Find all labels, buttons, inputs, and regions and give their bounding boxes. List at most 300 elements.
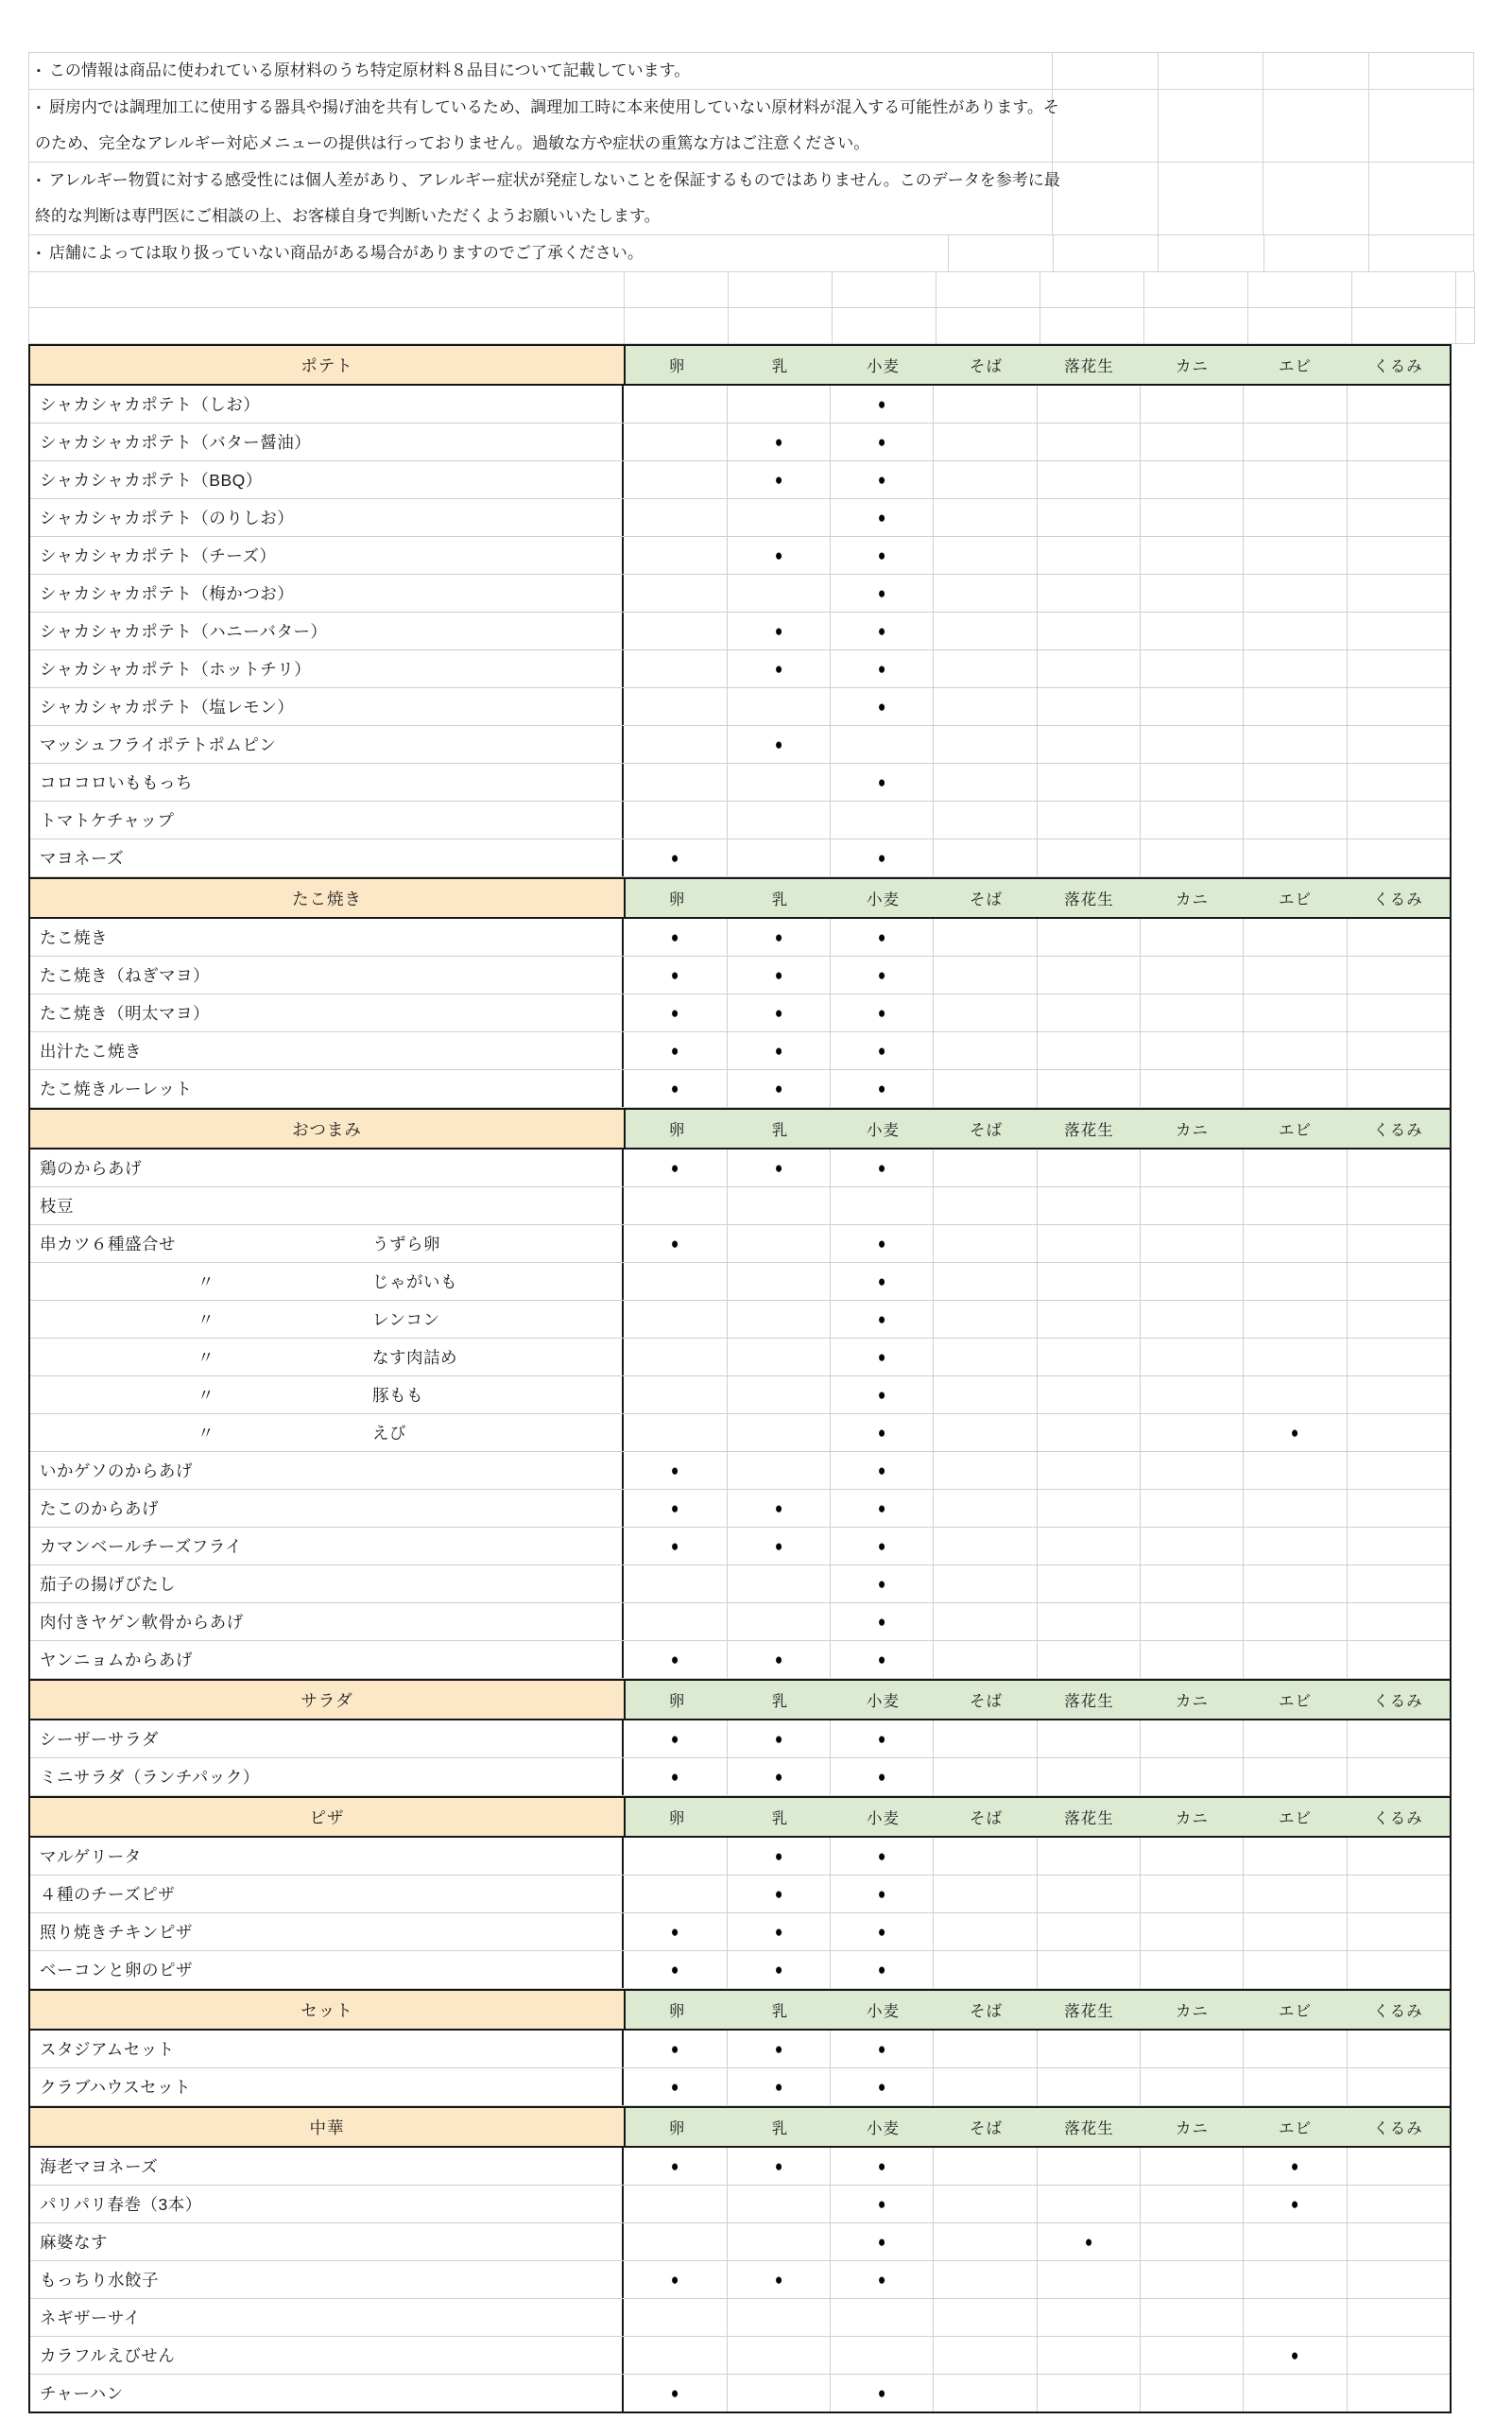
allergen-column-header: 乳: [729, 1110, 832, 1148]
allergen-column-header: くるみ: [1347, 1681, 1450, 1719]
allergen-column-header: 落花生: [1038, 1991, 1141, 2029]
allergen-dot: ●: [877, 2270, 886, 2289]
allergen-cell: [1141, 2148, 1244, 2185]
allergen-cell: [934, 1641, 1037, 1678]
allergen-cell: [1038, 1032, 1141, 1069]
allergen-cell: [934, 994, 1037, 1031]
allergen-cell: [1244, 1641, 1347, 1678]
allergen-cell: [1141, 1263, 1244, 1300]
allergen-cell: [728, 2337, 831, 2374]
allergen-cell: [934, 1490, 1037, 1527]
menu-item-name: ヤンニョムからあげ: [40, 1651, 193, 1669]
allergen-cell: [1348, 1565, 1450, 1602]
allergen-column-header: 卵: [626, 1991, 729, 2029]
grid-cell: [833, 308, 936, 343]
menu-item-row: [30, 1490, 1450, 1528]
allergen-column-header: 卵: [626, 879, 729, 917]
section-header-row: [30, 877, 1450, 919]
menu-item-name-cell: [30, 1490, 624, 1527]
menu-item-row: [30, 2337, 1450, 2375]
allergen-cell: [728, 461, 831, 498]
allergen-dot: ●: [877, 2039, 886, 2058]
allergen-cell: [624, 1376, 727, 1413]
menu-item-row: [30, 919, 1450, 957]
allergen-dot: ●: [774, 735, 782, 753]
allergen-cell: [1348, 2148, 1450, 2185]
allergen-cell: [831, 1603, 934, 1640]
allergen-cell: [831, 688, 934, 725]
allergen-cell: [934, 613, 1037, 649]
allergen-dot: ●: [877, 2156, 886, 2175]
menu-item-name: たこ焼き（ねぎマヨ）: [40, 966, 210, 985]
allergen-cell: [1038, 1720, 1141, 1757]
menu-item-name-cell: [30, 1565, 624, 1602]
grid-cell: [1263, 53, 1369, 89]
allergen-cell: [1244, 2299, 1347, 2336]
allergen-cell: [624, 2223, 727, 2260]
note-text: [29, 53, 1053, 89]
allergen-dot: ●: [877, 1347, 886, 1366]
allergen-cell: [1038, 1758, 1141, 1795]
allergen-cell: [934, 1263, 1037, 1300]
allergen-cell: [1348, 2186, 1450, 2222]
grid-cell: [1040, 272, 1144, 307]
allergen-column-header: 小麦: [832, 1681, 935, 1719]
menu-item-name-cell: [30, 2223, 624, 2260]
menu-item-name: カマンベールチーズフライ: [40, 1537, 243, 1556]
allergen-column-header: そば: [935, 2108, 1038, 2146]
allergen-cell: [1244, 726, 1347, 763]
menu-item-name: シャカシャカポテト（ホットチリ）: [40, 660, 312, 679]
allergen-dot: ●: [774, 621, 782, 640]
allergen-cell: [1038, 1376, 1141, 1413]
menu-item-row: [30, 1263, 1450, 1301]
allergen-cell: [1244, 1490, 1347, 1527]
allergen-cell: [831, 1414, 934, 1451]
allergen-cell: [728, 1641, 831, 1678]
allergen-cell: [1141, 650, 1244, 687]
allergen-cell: [624, 726, 727, 763]
allergen-dot: ●: [671, 1498, 679, 1517]
allergen-column-header: カニ: [1141, 879, 1244, 917]
section-title: 中華: [30, 2108, 626, 2146]
allergen-cell: [831, 1720, 934, 1757]
allergen-cell: [1348, 802, 1450, 838]
menu-item-name-cell: [30, 1720, 624, 1757]
allergen-cell: [1348, 1876, 1450, 1912]
allergen-dot: ●: [877, 1846, 886, 1865]
menu-item-name: 串カツ６種盛合せ: [40, 1235, 176, 1253]
allergen-cell: [831, 461, 934, 498]
allergen-cell: [1141, 726, 1244, 763]
menu-item-name: たこ焼きルーレット: [40, 1080, 193, 1098]
menu-item-name: チャーハン: [40, 2384, 124, 2403]
allergen-dot: ●: [877, 1423, 886, 1442]
allergen-cell: [934, 2375, 1037, 2411]
menu-item-name-cell: [30, 2148, 624, 2185]
allergen-cell: [1244, 1070, 1347, 1107]
allergen-cell: [1244, 1263, 1347, 1300]
menu-item-name-cell: [30, 1528, 624, 1564]
allergen-dot: ●: [877, 1041, 886, 1060]
grid-cell: [1248, 272, 1352, 307]
allergen-column-header: そば: [935, 1991, 1038, 2029]
spacer-row: [28, 308, 1475, 344]
allergen-cell: [934, 575, 1037, 612]
menu-item-name-cell: [30, 1032, 624, 1069]
menu-item-row: [30, 994, 1450, 1032]
allergen-cell: [1244, 2261, 1347, 2298]
note-line-text: 厨房内では調理加工に使用する器具や揚げ油を共有しているため、調理加工時に本来使用していない原材料が混入する可能性があります。そ: [48, 98, 1059, 116]
menu-item-name: ベーコンと卵のピザ: [40, 1961, 193, 1979]
allergen-cell: [1141, 575, 1244, 612]
menu-item-name-cell: [30, 1225, 624, 1262]
grid-cell: [1159, 163, 1264, 234]
allergen-dot: ●: [774, 927, 782, 946]
section-header-row: [30, 1989, 1450, 2031]
allergen-cell: [1244, 2337, 1347, 2374]
allergen-cell: [624, 1528, 727, 1564]
menu-item-name: シャカシャカポテト（バター醤油）: [40, 433, 312, 452]
allergen-dot: ●: [671, 848, 679, 867]
allergen-column-header: カニ: [1141, 1798, 1244, 1836]
allergen-cell: [831, 1263, 934, 1300]
allergen-cell: [934, 1070, 1037, 1107]
allergen-cell: [624, 1339, 727, 1375]
allergen-cell: [624, 575, 727, 612]
allergen-cell: [1141, 2299, 1244, 2336]
allergen-cell: [624, 1187, 727, 1224]
allergen-cell: [1348, 1603, 1450, 1640]
allergen-cell: [831, 386, 934, 423]
note-text: [29, 163, 1060, 234]
allergen-cell: [1141, 1339, 1244, 1375]
allergen-cell: [1141, 461, 1244, 498]
grid-cell: [1054, 235, 1159, 271]
menu-item-row: [30, 1376, 1450, 1414]
allergen-cell: [624, 386, 727, 423]
grid-cell: [729, 308, 833, 343]
menu-item-row: [30, 1641, 1450, 1679]
grid-cell: [1352, 308, 1456, 343]
menu-item-row: [30, 2299, 1450, 2337]
allergen-column-header: 落花生: [1038, 346, 1141, 384]
allergen-column-header: 卵: [626, 1798, 729, 1836]
note-row: [28, 235, 1474, 272]
allergen-cell: [1141, 1641, 1244, 1678]
allergen-cell: [1244, 839, 1347, 876]
menu-item-name: 出汁たこ焼き: [40, 1042, 142, 1061]
menu-item-name-cell: [30, 1376, 624, 1413]
allergen-cell: [934, 764, 1037, 801]
allergen-cell: [1141, 424, 1244, 460]
allergen-cell: [1038, 2068, 1141, 2105]
menu-item-row: [30, 1603, 1450, 1641]
allergen-dot: ●: [1291, 1423, 1299, 1442]
allergen-cell: [831, 1452, 934, 1489]
allergen-cell: [1038, 2148, 1141, 2185]
menu-item-row: [30, 575, 1450, 613]
allergen-cell: [1348, 1414, 1450, 1451]
allergen-cell: [1348, 839, 1450, 876]
allergen-dot: ●: [877, 432, 886, 451]
allergen-column-header: 落花生: [1038, 1681, 1141, 1719]
menu-item-name-cell: [30, 688, 624, 725]
menu-item-row: [30, 424, 1450, 461]
note-row: [28, 53, 1474, 90]
allergen-cell: [728, 764, 831, 801]
allergen-cell: [831, 1951, 934, 1988]
menu-item-name-cell: [30, 2299, 624, 2336]
allergen-cell: [728, 1376, 831, 1413]
allergen-cell: [1348, 919, 1450, 956]
allergen-cell: [624, 2148, 727, 2185]
menu-item-row: [30, 386, 1450, 424]
allergen-cell: [1141, 764, 1244, 801]
allergen-cell: [1244, 1876, 1347, 1912]
allergen-cell: [1141, 1032, 1244, 1069]
allergen-column-header: 乳: [729, 2108, 832, 2146]
menu-item-row: [30, 499, 1450, 537]
note-bullet-icon: ▪: [37, 65, 41, 77]
menu-item-name: シャカシャカポテト（のりしお）: [40, 509, 295, 527]
note-bullet-icon: ▪: [37, 248, 41, 259]
allergen-table: [28, 344, 1452, 2413]
menu-item-name: カラフルえびせん: [40, 2346, 176, 2365]
allergen-cell: [1141, 1452, 1244, 1489]
allergen-dot: ●: [877, 697, 886, 716]
menu-item-name: スタジアムセット: [40, 2040, 175, 2059]
allergen-column-header: エビ: [1244, 1681, 1347, 1719]
allergen-dot: ●: [671, 1079, 679, 1098]
allergen-cell: [624, 1565, 727, 1602]
allergen-dot: ●: [877, 1574, 886, 1593]
allergen-column-header: カニ: [1141, 1991, 1244, 2029]
note-filler-cells: [1053, 90, 1474, 162]
allergen-cell: [728, 802, 831, 838]
menu-item-row: [30, 1528, 1450, 1565]
grid-cell: [1456, 308, 1475, 343]
menu-item-name-cell: [30, 386, 624, 423]
allergen-cell: [1244, 1528, 1347, 1564]
allergen-cell: [1348, 1263, 1450, 1300]
allergen-cell: [1038, 2375, 1141, 2411]
allergen-cell: [1244, 2186, 1347, 2222]
allergen-cell: [728, 1603, 831, 1640]
menu-item-name: 〃: [198, 1310, 215, 1329]
allergen-cell: [728, 919, 831, 956]
menu-item-name: シーザーサラダ: [40, 1730, 159, 1749]
allergen-cell: [624, 688, 727, 725]
allergen-cell: [831, 1758, 934, 1795]
allergen-cell: [728, 994, 831, 1031]
note-line: [35, 53, 1046, 89]
allergen-dot: ●: [671, 2270, 679, 2289]
allergen-dot: ●: [877, 2194, 886, 2213]
allergen-column-header: 乳: [729, 1798, 832, 1836]
allergen-dot: ●: [671, 1960, 679, 1979]
allergen-cell: [831, 1913, 934, 1950]
allergen-cell: [728, 1150, 831, 1186]
allergen-cell: [934, 1376, 1037, 1413]
allergen-cell: [1038, 688, 1141, 725]
allergen-cell: [1348, 2223, 1450, 2260]
allergen-cell: [1348, 1838, 1450, 1875]
allergen-cell: [624, 1414, 727, 1451]
allergen-cell: [624, 2068, 727, 2105]
allergen-column-header: 小麦: [832, 346, 935, 384]
allergen-cell: [728, 2299, 831, 2336]
allergen-cell: [728, 1528, 831, 1564]
allergen-dot: ●: [671, 2156, 679, 2175]
allergen-dot: ●: [774, 545, 782, 564]
grid-cell: [1159, 235, 1263, 271]
note-text: [29, 235, 949, 271]
allergen-cell: [934, 2068, 1037, 2105]
allergen-cell: [624, 1641, 727, 1678]
allergen-dot: ●: [1291, 2156, 1299, 2175]
allergen-cell: [831, 1301, 934, 1338]
allergen-dot: ●: [774, 470, 782, 489]
grid-cell: [936, 272, 1040, 307]
allergen-dot: ●: [877, 470, 886, 489]
allergen-cell: [1141, 1876, 1244, 1912]
allergen-cell: [831, 1565, 934, 1602]
allergen-cell: [831, 1876, 934, 1912]
note-line: [35, 126, 1046, 162]
menu-item-row: [30, 726, 1450, 764]
allergen-dot: ●: [877, 394, 886, 413]
allergen-cell: [1348, 994, 1450, 1031]
allergen-cell: [1141, 2031, 1244, 2067]
grid-cell: [1144, 272, 1248, 307]
allergen-dot: ●: [877, 621, 886, 640]
allergen-cell: [624, 839, 727, 876]
allergen-column-header: カニ: [1141, 2108, 1244, 2146]
allergen-dot: ●: [774, 1079, 782, 1098]
menu-item-variant: じゃがいも: [372, 1272, 457, 1291]
allergen-cell: [934, 2299, 1037, 2336]
allergen-dot: ●: [671, 927, 679, 946]
allergen-cell: [934, 1758, 1037, 1795]
menu-item-name-cell: [30, 2375, 624, 2411]
allergen-cell: [1141, 537, 1244, 574]
allergen-cell: [1141, 1187, 1244, 1224]
allergen-cell: [1038, 1452, 1141, 1489]
allergen-dot: ●: [877, 848, 886, 867]
allergen-cell: [934, 1603, 1037, 1640]
allergen-cell: [831, 2148, 934, 2185]
allergen-cell: [728, 1032, 831, 1069]
allergen-cell: [1244, 1150, 1347, 1186]
note-line-text: この情報は商品に使われている原材料のうち特定原材料８品目について記載しています。: [48, 61, 691, 79]
allergen-cell: [831, 1641, 934, 1678]
menu-item-name: シャカシャカポテト（塩レモン）: [40, 698, 295, 717]
note-line: [35, 163, 1060, 199]
allergen-dot: ●: [671, 2039, 679, 2058]
menu-item-name-cell: [30, 1641, 624, 1678]
allergen-cell: [624, 461, 727, 498]
allergen-dot: ●: [671, 965, 679, 984]
allergen-cell: [1038, 2299, 1141, 2336]
allergen-cell: [1348, 2337, 1450, 2374]
allergen-cell: [1244, 2223, 1347, 2260]
allergen-cell: [624, 1070, 727, 1107]
allergen-column-header: 卵: [626, 2108, 729, 2146]
section-title: サラダ: [30, 1681, 626, 1719]
allergen-column-header: 卵: [626, 346, 729, 384]
allergen-cell: [1038, 2261, 1141, 2298]
allergen-cell: [1038, 575, 1141, 612]
menu-item-variant: 豚もも: [372, 1386, 423, 1405]
allergen-cell: [1244, 764, 1347, 801]
grid-cell: [625, 308, 729, 343]
allergen-dot: ●: [774, 965, 782, 984]
allergen-cell: [934, 424, 1037, 460]
note-row: [28, 90, 1474, 163]
note-line-text: のため、完全なアレルギー対応メニューの提供は行っておりません。過敏な方や症状の重篤な方はご注意ください。: [35, 134, 870, 152]
allergen-cell: [934, 386, 1037, 423]
allergen-cell: [1348, 1225, 1450, 1262]
allergen-cell: [1141, 2186, 1244, 2222]
allergen-column-header: カニ: [1141, 346, 1244, 384]
allergen-cell: [728, 2186, 831, 2222]
allergen-cell: [624, 1150, 727, 1186]
allergen-cell: [934, 2223, 1037, 2260]
allergen-cell: [1038, 1414, 1141, 1451]
allergen-cell: [1141, 1838, 1244, 1875]
menu-item-name-cell: [30, 1187, 624, 1224]
allergen-cell: [1348, 2068, 1450, 2105]
allergen-cell: [624, 1603, 727, 1640]
allergen-cell: [934, 1225, 1037, 1262]
menu-item-name-cell: [30, 575, 624, 612]
allergen-dot: ●: [774, 1498, 782, 1517]
allergen-dot: ●: [1084, 2232, 1093, 2251]
allergen-cell: [1141, 1225, 1244, 1262]
section-title: ピザ: [30, 1798, 626, 1836]
allergen-cell: [624, 1301, 727, 1338]
allergen-cell: [1244, 1301, 1347, 1338]
menu-item-name: ミニサラダ（ランチパック）: [40, 1768, 260, 1787]
menu-item-row: [30, 1913, 1450, 1951]
allergen-cell: [1244, 1452, 1347, 1489]
allergen-column-header: カニ: [1141, 1681, 1244, 1719]
allergen-cell: [831, 1187, 934, 1224]
allergen-dot: ●: [877, 1729, 886, 1748]
grid-cell: [1263, 90, 1369, 162]
allergen-cell: [934, 2186, 1037, 2222]
allergen-cell: [1038, 1150, 1141, 1186]
allergen-cell: [831, 2337, 934, 2374]
allergen-cell: [1348, 2299, 1450, 2336]
allergen-cell: [1141, 1720, 1244, 1757]
menu-item-name-cell: [30, 802, 624, 838]
menu-item-variant: レンコン: [372, 1310, 440, 1329]
allergen-cell: [1141, 2375, 1244, 2411]
allergen-dot: ●: [671, 1234, 679, 1253]
allergen-column-header: 落花生: [1038, 879, 1141, 917]
allergen-dot: ●: [774, 432, 782, 451]
allergen-cell: [1244, 424, 1347, 460]
allergen-cell: [1348, 1187, 1450, 1224]
section-header-row: [30, 1108, 1450, 1150]
allergen-dot: ●: [877, 1234, 886, 1253]
menu-item-name: シャカシャカポテト（ハニーバター）: [40, 622, 328, 641]
allergen-cell: [934, 650, 1037, 687]
allergen-cell: [1348, 1070, 1450, 1107]
allergen-cell: [1244, 994, 1347, 1031]
